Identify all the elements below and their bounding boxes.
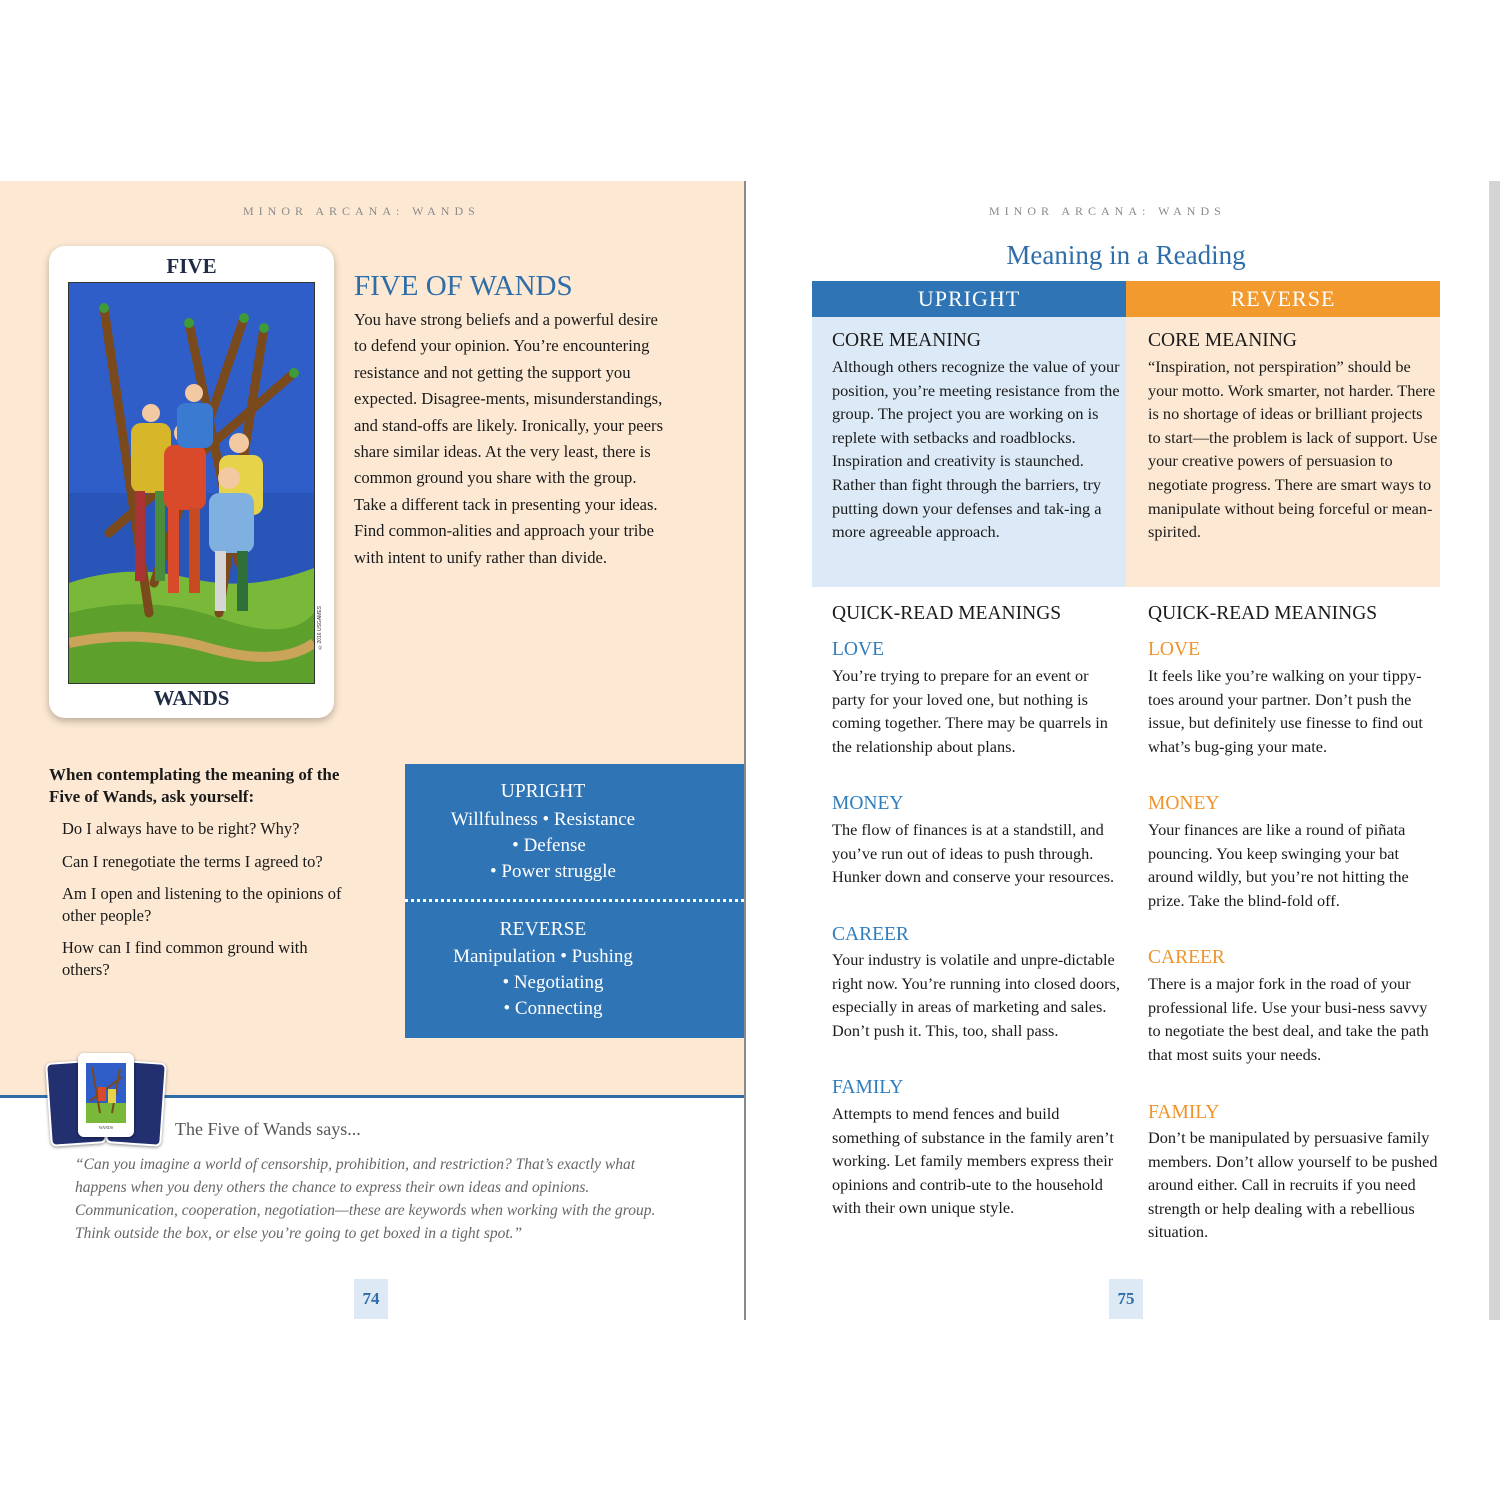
ask-question: How can I find common ground with others? xyxy=(62,938,308,979)
five-of-wands-illustration xyxy=(69,283,314,683)
upright-family-text: Attempts to mend fences and build something of substance in the family aren’t working. Let family members express their opinions and contrib-ute to the household with their own unique style. xyxy=(832,1104,1114,1218)
keywords-upright-label: UPRIGHT xyxy=(500,781,586,802)
keywords-upright-line: • Defense xyxy=(512,835,586,856)
ask-question: Am I open and listening to the opinions of other people? xyxy=(62,884,342,925)
mini-card-label: WANDS xyxy=(98,1125,114,1130)
keywords-upright-line: • Power struggle xyxy=(490,861,616,882)
keywords-reverse-line: Manipulation • Pushing xyxy=(453,946,633,967)
mini-five-of-wands xyxy=(86,1063,126,1123)
reverse-money-heading: MONEY xyxy=(1148,793,1220,814)
upright-family-heading: FAMILY xyxy=(832,1077,904,1098)
running-head-right: MINOR ARCANA: WANDS xyxy=(989,204,1226,218)
keywords-upright-line: Willfulness • Resistance xyxy=(450,809,636,830)
mini-card-stack xyxy=(48,1051,168,1143)
reverse-family-heading: FAMILY xyxy=(1148,1102,1220,1123)
upright-love-text: You’re trying to prepare for an event or party for your loved one, but nothing is coming together. There may be quarrels in the relationship about plans. xyxy=(832,666,1108,756)
page-number-left: 74 xyxy=(354,1279,388,1319)
reverse-money-text: Your finances are like a round of piñata pouncing. You keep swinging your bat around wildly, but you’re not hitting the prize. Take the blind-fold off. xyxy=(1148,820,1409,910)
running-head-left: MINOR ARCANA: WANDS xyxy=(243,204,480,218)
mini-card-art xyxy=(86,1063,126,1123)
ask-heading: When contemplating the meaning of the Five of Wands, ask yourself: xyxy=(49,765,340,806)
page-number-right: 75 xyxy=(1109,1279,1143,1319)
reverse-core-text: “Inspiration, not perspiration” should be your motto. Work smarter, not harder. There is no shortage of ideas or brilliant projects to start—the problem is lack of support. Use your creative powers of persuasion to negotiate progress. There are smart ways to manipulate without being forceful or mean-spirited. xyxy=(1148,357,1438,542)
keywords-divider xyxy=(405,899,744,902)
upright-career-text: Your industry is volatile and unpre-dictable right now. You’re running into closed doors, especially in areas of marketing and sales. Don’t push it. This, too, shall pass. xyxy=(832,950,1120,1040)
reverse-career-heading: CAREER xyxy=(1148,947,1225,968)
keywords-reverse-line: • Connecting xyxy=(503,998,603,1019)
says-quote: “Can you imagine a world of censorship, prohibition, and restriction? That’s exactly what happens when you deny others the chance to express their own ideas and opinions. Communication, cooperation, negotiation—these are keywords when working with the group. Think outside the box, or else you’re going to get boxed in a tight spot.” xyxy=(75,1156,656,1242)
left-page xyxy=(0,181,744,1320)
upright-core-text: Although others recognize the value of your position, you’re meeting resistance from the group. The project you are working on is replete with setbacks and roadblocks. Inspiration and creativity is staunched. Rather than fight through the barriers, try putting down your defenses and tak-ing a more agreeable approach. xyxy=(832,357,1120,542)
reverse-core-panel xyxy=(1126,317,1440,587)
keywords-reverse-line: • Negotiating xyxy=(502,972,604,993)
ask-question: Can I renegotiate the terms I agreed to? xyxy=(62,852,323,871)
upright-money-heading: MONEY xyxy=(832,793,904,814)
card-copyright: ©2016 USGAMES xyxy=(317,606,323,650)
intro-paragraph: You have strong beliefs and a powerful desire to defend your opinion. You’re encountering resistance and not getting the support you expected. Disagree-ments, misunderstandings, and stand-offs are likely. Ironically, your peers share similar ideas. At the very least, there is common ground you share with the group. Take a different tack in presenting your ideas. Find common-alities and approach your tribe with intent to unify rather than divide. xyxy=(354,310,664,567)
reverse-family-text: Don’t be manipulated by persuasive family members. Don’t allow yourself to be pushed around either. Call in recruits if you need strength or help dealing with a rebellious situation. xyxy=(1148,1128,1438,1242)
tarot-card xyxy=(49,246,334,718)
card-illustration xyxy=(68,282,315,684)
reverse-core-heading: CORE MEANING xyxy=(1148,330,1297,351)
upright-core-panel xyxy=(812,317,1126,587)
card-bottom-label: WANDS xyxy=(153,686,230,710)
upright-core-heading: CORE MEANING xyxy=(832,330,981,351)
card-title: FIVE OF WANDS xyxy=(354,270,573,302)
reverse-love-text: It feels like you’re walking on your tippy-toes around your partner. Don’t push the issue, but definitely use finesse to find out what’s bug-ging your mate. xyxy=(1148,666,1423,756)
keywords-box xyxy=(405,764,744,1038)
ask-question: Do I always have to be right? Why? xyxy=(62,819,300,838)
meaning-title: Meaning in a Reading xyxy=(1006,240,1246,270)
upright-money-text: The flow of finances is at a standstill, and you’ve run out of ideas to push through. Hunker down and conserve your resources. xyxy=(832,820,1115,887)
keywords-reverse-label: REVERSE xyxy=(499,919,587,940)
upright-career-heading: CAREER xyxy=(832,924,909,945)
upright-love-heading: LOVE xyxy=(832,639,884,660)
reverse-love-heading: LOVE xyxy=(1148,639,1200,660)
reverse-career-text: There is a major fork in the road of your professional life. Use your busi-ness savvy to negotiate the best deal, and take the path that most suits your needs. xyxy=(1148,974,1429,1064)
says-title: The Five of Wands says... xyxy=(175,1119,361,1139)
book-spine xyxy=(744,181,746,1320)
page-edge xyxy=(1489,181,1500,1320)
reverse-column-header: REVERSE xyxy=(1126,281,1440,317)
reverse-quick-read-heading: QUICK-READ MEANINGS xyxy=(1148,603,1378,624)
mini-card-front xyxy=(78,1053,134,1137)
upright-quick-read-heading: QUICK-READ MEANINGS xyxy=(832,603,1062,624)
card-top-label: FIVE xyxy=(166,254,217,278)
upright-column-header: UPRIGHT xyxy=(812,281,1126,317)
